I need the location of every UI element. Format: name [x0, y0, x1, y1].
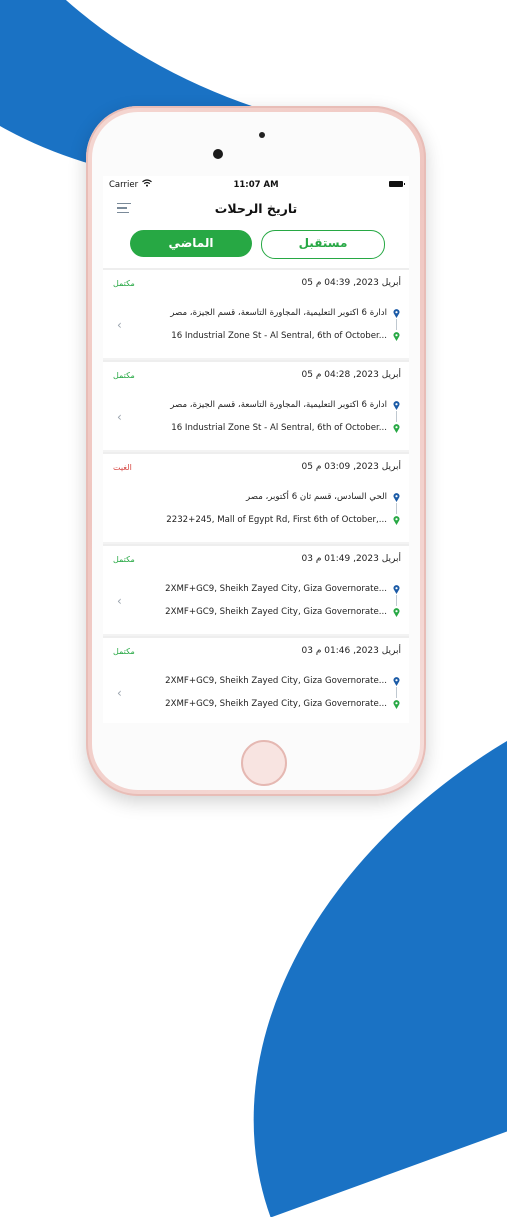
dropoff-address: 16 Industrial Zone St - Al Sentral, 6th of October... — [171, 331, 387, 341]
tab-future[interactable]: مستقبل — [261, 230, 385, 259]
route-connector — [396, 595, 397, 606]
chevron-left-icon[interactable]: ‹ — [117, 318, 122, 332]
pickup-pin-icon — [393, 401, 400, 410]
dropoff-pin-icon — [393, 516, 400, 525]
trip-status-badge: الغيت — [113, 463, 132, 472]
route-connector — [396, 319, 397, 330]
dropoff-pin-icon — [393, 332, 400, 341]
dropoff-pin-icon — [393, 700, 400, 709]
trip-card[interactable] — [103, 636, 409, 723]
trip-tabs — [103, 222, 409, 268]
chevron-left-icon[interactable]: ‹ — [117, 686, 122, 700]
trip-status-badge: مكتمل — [113, 279, 135, 288]
front-camera — [213, 149, 223, 159]
dropoff-address: 2XMF+GC9, Sheikh Zayed City, Giza Governorate... — [165, 699, 387, 709]
route-connector — [396, 411, 397, 422]
battery-icon — [389, 181, 403, 187]
trip-date: 03 أبريل 2023, 01:49 م — [301, 554, 401, 564]
dropoff-pin-icon — [393, 424, 400, 433]
trip-date: 03 أبريل 2023, 01:46 م — [301, 646, 401, 656]
page-title: تاريخ الرحلات — [214, 201, 298, 216]
pickup-pin-icon — [393, 493, 400, 502]
chevron-left-icon[interactable]: ‹ — [117, 594, 122, 608]
trip-status-badge: مكتمل — [113, 555, 135, 564]
trip-status-badge: مكتمل — [113, 371, 135, 380]
home-button[interactable] — [241, 740, 287, 786]
trip-card[interactable] — [103, 452, 409, 542]
app-screen — [103, 176, 409, 723]
trip-status-badge: مكتمل — [113, 647, 135, 656]
route-connector — [396, 687, 397, 698]
route-connector — [396, 503, 397, 514]
chevron-left-icon[interactable]: ‹ — [117, 410, 122, 424]
pickup-pin-icon — [393, 309, 400, 318]
status-bar — [103, 176, 409, 196]
trip-card[interactable] — [103, 360, 409, 450]
pickup-pin-icon — [393, 585, 400, 594]
pickup-address: الحي السادس، قسم ثان 6 أكتوبر، مصر — [246, 492, 387, 502]
tab-past[interactable]: الماضي — [130, 230, 252, 257]
trip-card[interactable] — [103, 544, 409, 634]
pickup-address: ادارة 6 اكتوبر التعليمية، المجاورة التاسعة، قسم الجيزة، مصر — [170, 400, 387, 410]
trip-date: 05 أبريل 2023, 04:28 م — [301, 370, 401, 380]
dropoff-address: 16 Industrial Zone St - Al Sentral, 6th of October... — [171, 423, 387, 433]
app-header — [103, 196, 409, 222]
pickup-address: 2XMF+GC9, Sheikh Zayed City, Giza Governorate... — [165, 676, 387, 686]
carrier-label: Carrier — [109, 180, 139, 190]
pickup-pin-icon — [393, 677, 400, 686]
dropoff-pin-icon — [393, 608, 400, 617]
status-time: 11:07 AM — [233, 180, 279, 190]
trip-card[interactable] — [103, 268, 409, 358]
front-sensor — [259, 132, 265, 138]
trip-list — [103, 268, 409, 723]
trip-date: 05 أبريل 2023, 03:09 م — [301, 462, 401, 472]
trip-date: 05 أبريل 2023, 04:39 م — [301, 278, 401, 288]
dropoff-address: 2232+245, Mall of Egypt Rd, First 6th of October,... — [166, 515, 387, 525]
dropoff-address: 2XMF+GC9, Sheikh Zayed City, Giza Governorate... — [165, 607, 387, 617]
pickup-address: ادارة 6 اكتوبر التعليمية، المجاورة التاسعة، قسم الجيزة، مصر — [170, 308, 387, 318]
pickup-address: 2XMF+GC9, Sheikh Zayed City, Giza Governorate... — [165, 584, 387, 594]
